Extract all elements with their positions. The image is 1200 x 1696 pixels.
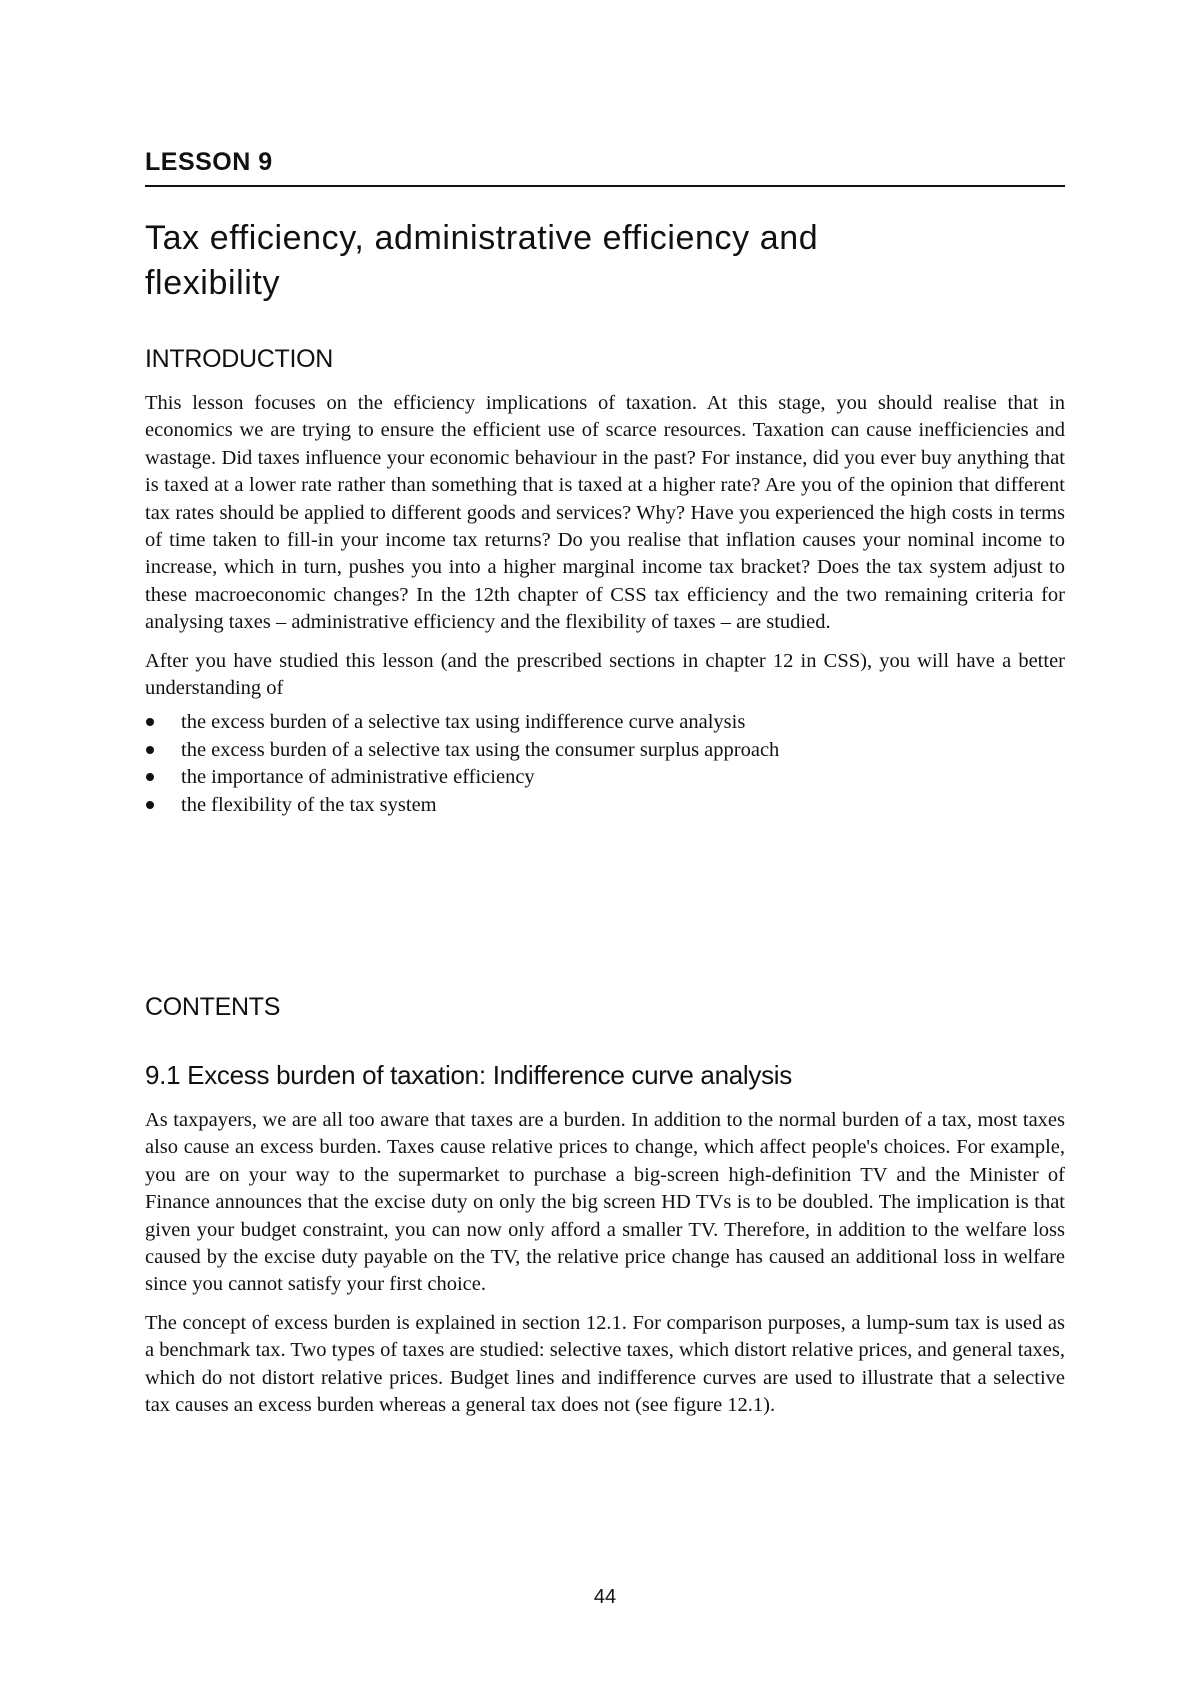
bullet-icon [146,718,154,726]
bullet-icon [146,773,154,781]
contents-heading: CONTENTS [145,993,281,1021]
bullet-icon [146,746,154,754]
page-number: 44 [593,1586,617,1608]
contents-paragraph-1: As taxpayers, we are all too aware that taxes are a burden. In addition to the normal burden of a tax, most taxes also cause an excess burden. Taxes cause relative prices to change, which affect people's choices. For example, you are on your way to the supermarket to purchase a big-screen high-definition TV and the Minister of Finance announces that the excise duty on only the big screen HD TVs is to be doubled. The implication is that given your budget constraint, you can now only afford a smaller TV. Therefore, in addition to the welfare loss caused by the excise duty payable on the TV, the relative price change has caused an additional loss in welfare since you cannot satisfy your first choice. [145,1109,1065,1296]
introduction-heading: INTRODUCTION [145,345,334,373]
introduction-paragraph-1: This lesson focuses on the efficiency implications of taxation. At this stage, you should realise that in economics we are trying to ensure the efficient use of scarce resources. Taxation can cause inefficiencies and wastage. Did taxes influence your economic behaviour in the past? For instance, did you ever buy anything that is taxed at a lower rate rather than something that is taxed at a higher rate? Are you of the opinion that different tax rates should be applied to different goods and services? Why? Have you experienced the high costs in terms of time taken to fill-in your income tax returns? Do you realise that inflation causes your nominal income to increase, which in turn, pushes you into a higher marginal income tax bracket? Does the tax system adjust to these macroeconomic changes? In the 12th chapter of CSS tax efficiency and the two remaining criteria for analysing taxes – administrative efficiency and the flexibility of taxes – are studied. [145,392,1065,634]
list-item: the importance of administrative efficiency [145,764,1065,791]
lesson-label: LESSON 9 [145,148,273,176]
contents-paragraph-2: The concept of excess burden is explained in section 12.1. For comparison purposes, a lump-sum tax is used as a benchmark tax. Two types of taxes are studied: selective taxes, which distort relative prices, and general taxes, which do not distort relative prices. Budget lines and indifference curves are used to illustrate that a selective tax causes an excess burden whereas a general tax does not (see figure 12.1). [145,1311,1065,1417]
introduction-paragraph-2: After you have studied this lesson (and the prescribed sections in chapter 12 in CSS), you will have a better understanding of [145,649,1065,700]
list-item: the excess burden of a selective tax using indifference curve analysis [145,709,1065,736]
section-heading: 9.1 Excess burden of taxation: Indifference curve analysis [145,1060,792,1090]
page-title: Tax efficiency, administrative efficiency and flexibility [145,219,819,302]
list-item: the flexibility of the tax system [145,792,1065,819]
section-9-1-body [145,1107,1065,1419]
contents-section [145,993,1065,1022]
list-item: the excess burden of a selective tax using the consumer surplus approach [145,737,1065,764]
introduction-body [145,390,1065,819]
section-9-1 [145,1060,1065,1091]
introduction-section [145,345,1065,374]
learning-outcomes-list [145,709,1065,819]
bullet-icon [146,801,154,809]
document-page [145,0,1065,1696]
header-rule [145,185,1065,187]
